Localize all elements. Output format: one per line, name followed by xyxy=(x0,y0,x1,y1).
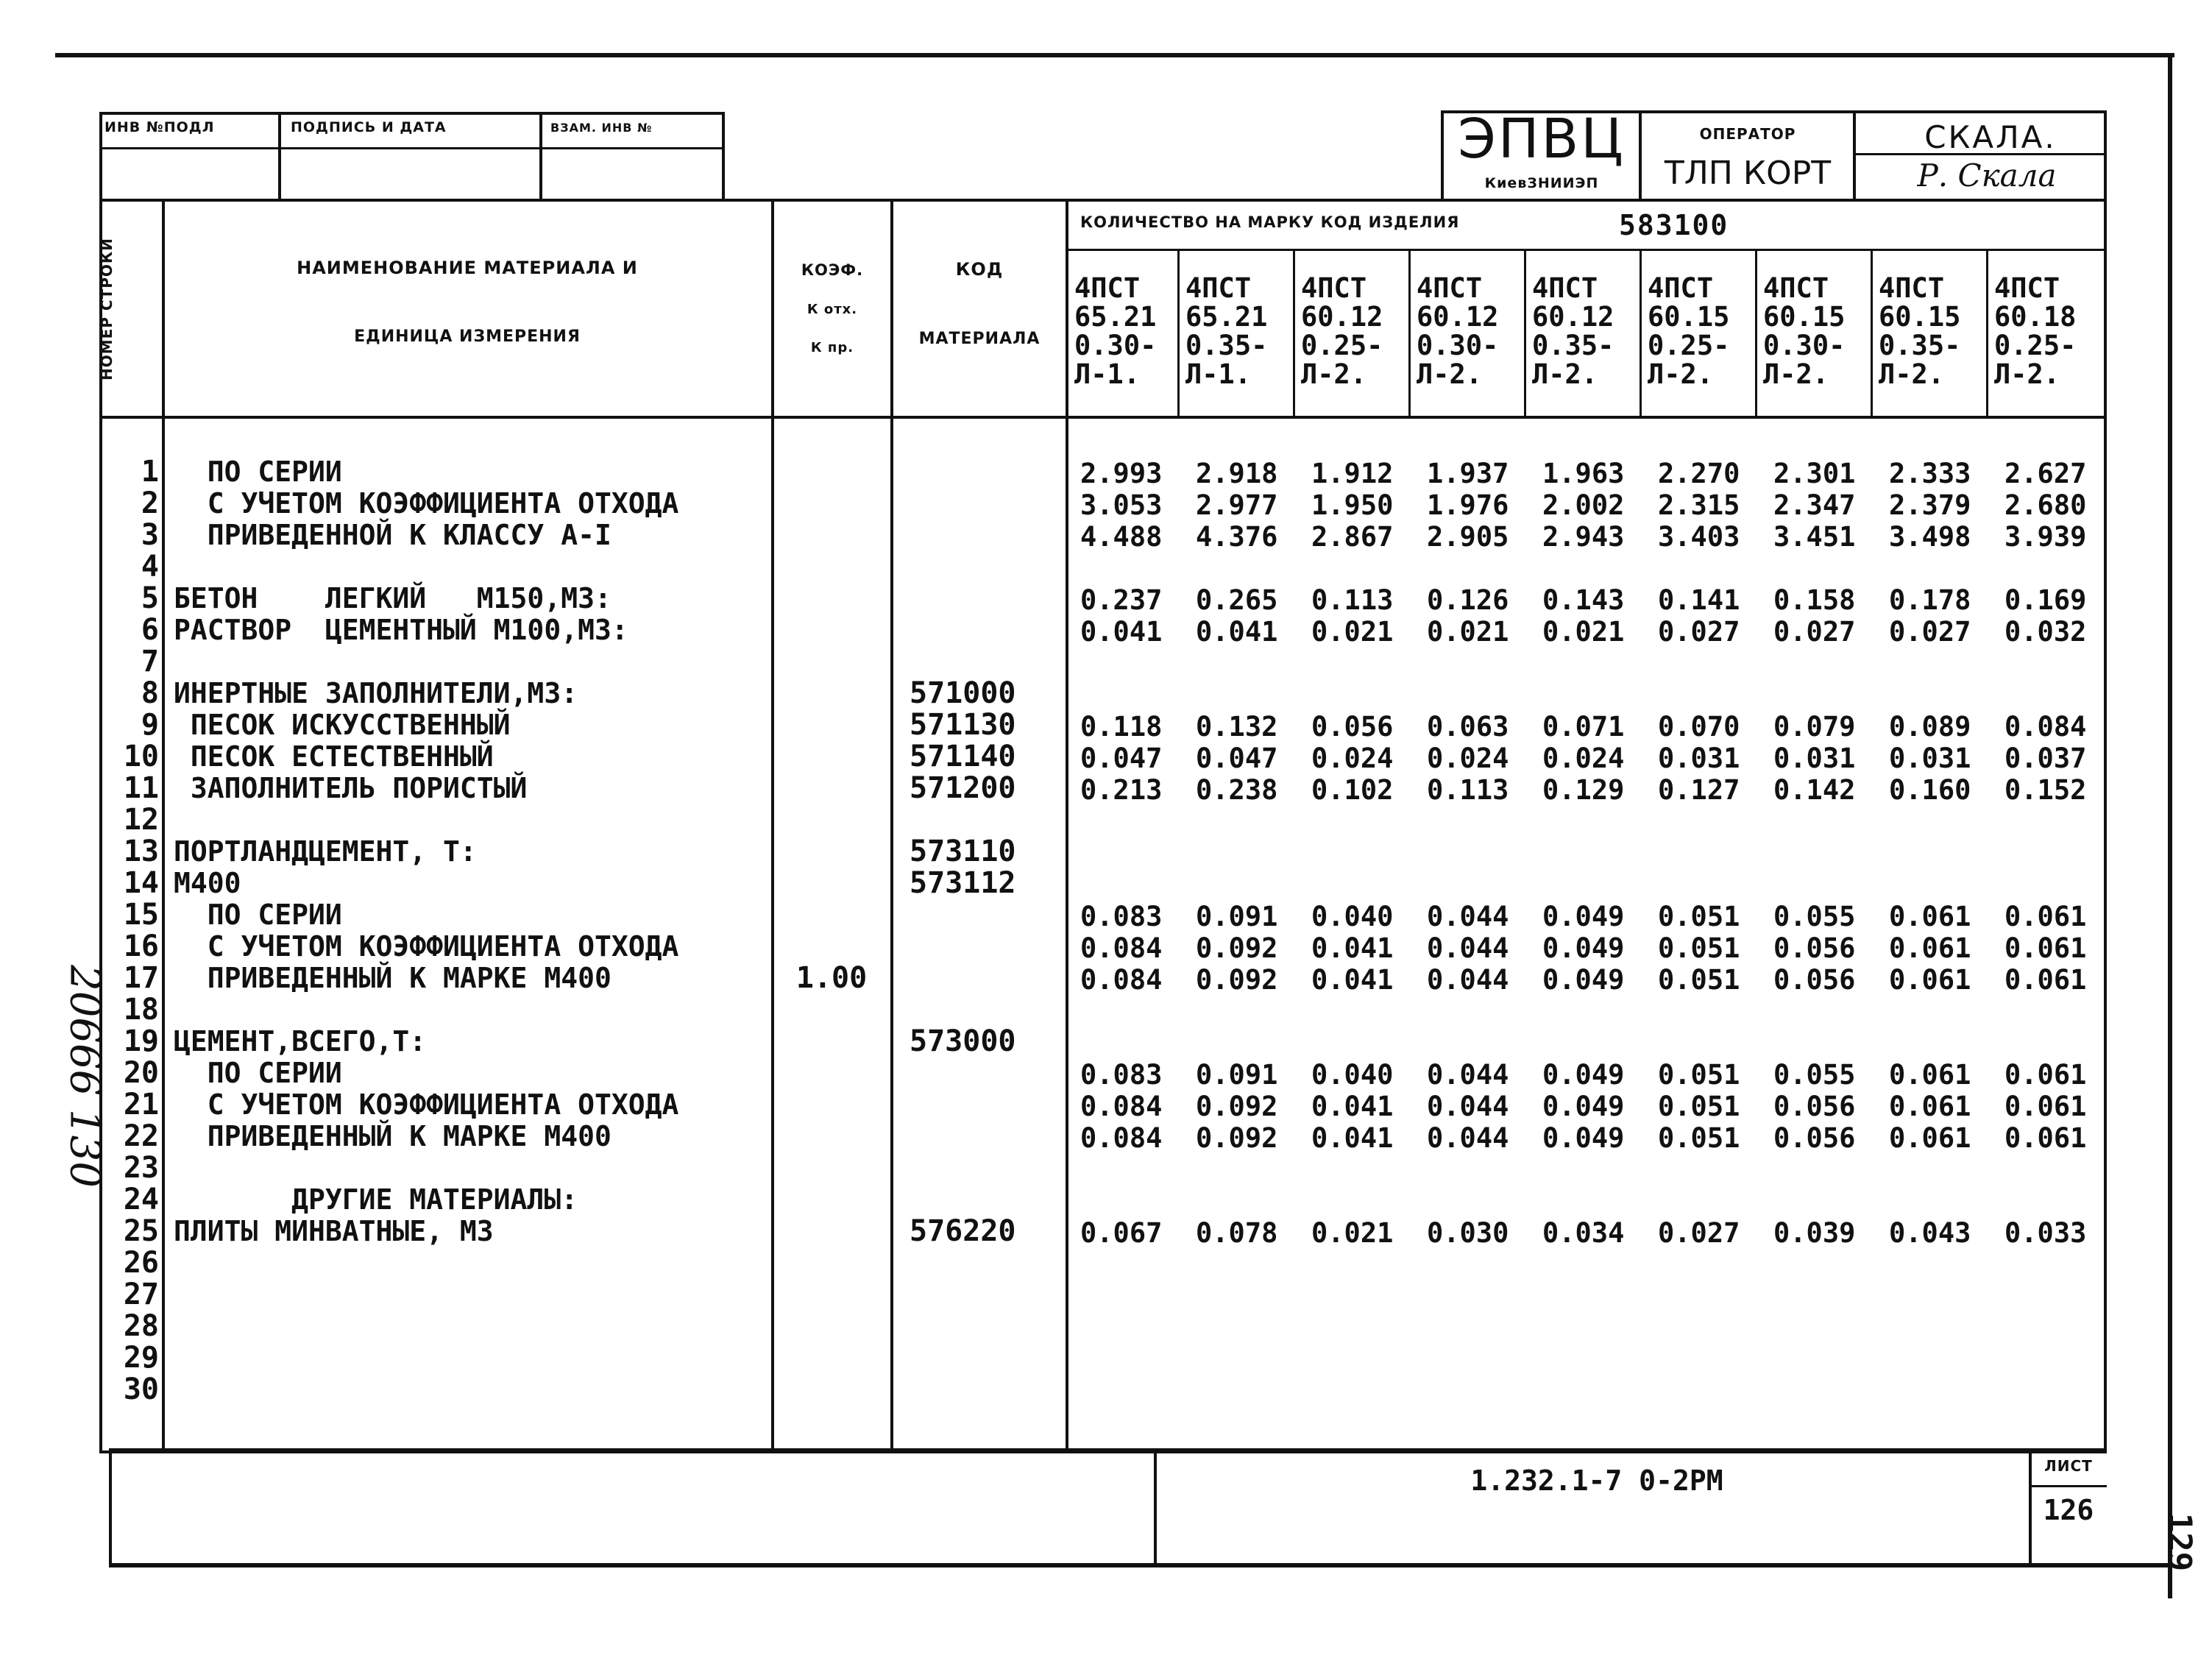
quantity-cell: 0.044 xyxy=(1427,901,1509,932)
quantity-cell: 0.030 xyxy=(1427,1217,1509,1249)
quantity-cell: 2.993 xyxy=(1080,458,1163,489)
product-header-line: Л-2. xyxy=(1879,358,1945,390)
product-header xyxy=(1301,274,1408,389)
quantity-cell: 3.498 xyxy=(1889,521,1971,553)
product-header-line: Л-2. xyxy=(1763,358,1829,390)
quantity-cell: 2.002 xyxy=(1542,489,1625,521)
prod-divider xyxy=(1524,250,1526,416)
quantity-cell: 0.084 xyxy=(1080,1091,1163,1122)
quantity-cell: 0.061 xyxy=(2004,932,2087,964)
quantity-cell: 0.126 xyxy=(1427,584,1509,616)
quantity-cell: 0.049 xyxy=(1542,1091,1625,1122)
material-name: ПЕСОК ИСКУССТВЕННЫЙ xyxy=(174,709,511,741)
product-header-line: Л-2. xyxy=(1994,358,2060,390)
quantity-cell: 0.178 xyxy=(1889,584,1971,616)
sheet-label: ЛИСТ xyxy=(2044,1457,2093,1475)
quantity-cell: 0.021 xyxy=(1311,616,1394,648)
quantity-cell: 0.079 xyxy=(1773,711,1856,743)
quantity-cell: 0.049 xyxy=(1542,1122,1625,1154)
quantity-cell: 0.061 xyxy=(2004,1091,2087,1122)
quantity-cell: 0.056 xyxy=(1773,1091,1856,1122)
material-name: С УЧЕТОМ КОЭФФИЦИЕНТА ОТХОДА xyxy=(174,487,679,520)
quantity-cell: 0.051 xyxy=(1658,1091,1740,1122)
quantity-cell: 0.031 xyxy=(1889,743,1971,774)
quantity-cell: 0.061 xyxy=(1889,932,1971,964)
material-name: ПРИВЕДЕННЫЙ К МАРКЕ М400 xyxy=(174,962,612,994)
row-number: 25 xyxy=(123,1214,159,1248)
quantity-cell: 0.070 xyxy=(1658,711,1740,743)
quantity-cell: 0.092 xyxy=(1196,932,1278,964)
material-code: 573000 xyxy=(910,1024,1016,1058)
stamp-divider-v2 xyxy=(539,112,542,199)
row-number-header: НОМЕР СТРОКИ xyxy=(98,238,116,380)
signature-date-label: ПОДПИСЬ И ДАТА xyxy=(291,119,447,135)
quantity-cell: 0.083 xyxy=(1080,1059,1163,1091)
row-number: 23 xyxy=(123,1151,159,1185)
quantity-cell: 0.067 xyxy=(1080,1217,1163,1249)
quantity-cell: 0.051 xyxy=(1658,932,1740,964)
product-header-line: 60.12 xyxy=(1417,301,1499,333)
quantity-cell: 0.084 xyxy=(1080,932,1163,964)
product-header-line: 0.30- xyxy=(1074,330,1157,361)
row-number: 10 xyxy=(123,740,159,773)
quantity-cell: 0.061 xyxy=(1889,901,1971,932)
org-sub: КиевЗНИИЭП xyxy=(1484,175,1599,191)
product-header-line: 4ПСТ xyxy=(1074,272,1141,304)
row-number: 1 xyxy=(141,455,159,489)
prod-divider xyxy=(1293,250,1295,416)
product-header-line: 60.12 xyxy=(1532,301,1614,333)
quantity-cell: 0.051 xyxy=(1658,901,1740,932)
quantity-cell: 0.118 xyxy=(1080,711,1163,743)
quantity-cell: 0.047 xyxy=(1080,743,1163,774)
material-code: 571200 xyxy=(910,771,1016,805)
quantity-cell: 0.027 xyxy=(1658,1217,1740,1249)
inv-original-label: ИНВ №ПОДЛ xyxy=(104,119,215,135)
quantity-cell: 2.943 xyxy=(1542,521,1625,553)
document-code: 1.232.1-7 0-2РМ xyxy=(1470,1464,1723,1497)
product-header-line: 60.18 xyxy=(1994,301,2077,333)
coef-header-line2: К отх. xyxy=(807,302,858,317)
product-header-line: Л-1. xyxy=(1074,358,1141,390)
code-header-line2: МАТЕРИАЛА xyxy=(918,330,1041,348)
title-divider-1 xyxy=(1639,110,1642,200)
col-divider-code xyxy=(1066,199,1068,1453)
product-header xyxy=(1879,274,1985,389)
quantity-cell: 0.041 xyxy=(1080,616,1163,648)
material-name: БЕТОН ЛЕГКИЙ М150,М3: xyxy=(174,582,612,614)
quantity-cell: 0.040 xyxy=(1311,901,1394,932)
col-divider-name xyxy=(771,199,774,1453)
material-name: ПЛИТЫ МИНВАТНЫЕ, М3 xyxy=(174,1215,494,1247)
material-name: ДРУГИЕ МАТЕРИАЛЫ: xyxy=(174,1183,578,1216)
quantity-cell: 2.301 xyxy=(1773,458,1856,489)
quantity-cell: 2.627 xyxy=(2004,458,2087,489)
product-header-line: 4ПСТ xyxy=(1532,272,1598,304)
quantity-cell: 0.043 xyxy=(1889,1217,1971,1249)
quantity-cell: 0.041 xyxy=(1196,616,1278,648)
frame-right xyxy=(2168,53,2172,1598)
qty-label: КОЛИЧЕСТВО НА МАРКУ КОД ИЗДЕЛИЯ xyxy=(1080,213,1460,231)
replace-inv-label: ВЗАМ. ИНВ № xyxy=(550,121,653,135)
stamp-divider-h xyxy=(99,147,725,149)
quantity-cell: 0.084 xyxy=(1080,1122,1163,1154)
operator-signature: Р. Скала xyxy=(1917,157,2057,194)
row-number: 14 xyxy=(123,866,159,900)
quantity-cell: 2.379 xyxy=(1889,489,1971,521)
quantity-cell: 0.113 xyxy=(1311,584,1394,616)
product-header-line: 60.15 xyxy=(1879,301,1961,333)
row-number: 21 xyxy=(123,1088,159,1122)
quantity-cell: 1.912 xyxy=(1311,458,1394,489)
product-header-line: 0.35- xyxy=(1879,330,1961,361)
product-header xyxy=(1185,274,1292,389)
material-code: 571140 xyxy=(910,740,1016,773)
row-number: 12 xyxy=(123,803,159,837)
product-header-line: 4ПСТ xyxy=(1417,272,1483,304)
quantity-cell: 0.049 xyxy=(1542,1059,1625,1091)
quantity-cell: 0.061 xyxy=(1889,1122,1971,1154)
material-code: 573112 xyxy=(910,866,1016,900)
quantity-cell: 4.488 xyxy=(1080,521,1163,553)
quantity-cell: 0.141 xyxy=(1658,584,1740,616)
title-divider-2 xyxy=(1853,110,1856,200)
row-number: 4 xyxy=(141,550,159,584)
qty-label-line xyxy=(1066,249,2107,251)
product-header-line: 4ПСТ xyxy=(1994,272,2060,304)
quantity-cell: 0.237 xyxy=(1080,584,1163,616)
product-header-line: 65.21 xyxy=(1185,301,1268,333)
material-name: ПО СЕРИИ xyxy=(174,899,342,931)
handwritten-number: 20666 130 xyxy=(60,965,109,1188)
quantity-cell: 0.055 xyxy=(1773,901,1856,932)
quantity-cell: 0.040 xyxy=(1311,1059,1394,1091)
quantity-cell: 0.129 xyxy=(1542,774,1625,806)
footer-divider xyxy=(1154,1448,1157,1565)
product-header-line: 60.12 xyxy=(1301,301,1383,333)
product-header-line: 0.25- xyxy=(1648,330,1730,361)
product-header-line: 0.25- xyxy=(1994,330,2077,361)
material-code: 571000 xyxy=(910,676,1016,710)
quantity-cell: 0.089 xyxy=(1889,711,1971,743)
quantity-cell: 2.333 xyxy=(1889,458,1971,489)
quantity-cell: 1.963 xyxy=(1542,458,1625,489)
quantity-cell: 0.041 xyxy=(1311,1091,1394,1122)
product-header-line: 0.35- xyxy=(1532,330,1614,361)
coef-header-line3: К пр. xyxy=(810,340,854,355)
quantity-cell: 0.143 xyxy=(1542,584,1625,616)
row-number: 11 xyxy=(123,771,159,805)
row-number: 24 xyxy=(123,1183,159,1216)
row-number: 18 xyxy=(123,993,159,1027)
row-number: 17 xyxy=(123,961,159,995)
row-number: 5 xyxy=(141,581,159,615)
product-header-line: 60.15 xyxy=(1763,301,1846,333)
material-code: 573110 xyxy=(910,835,1016,868)
row-number: 16 xyxy=(123,929,159,963)
quantity-cell: 2.918 xyxy=(1196,458,1278,489)
quantity-cell: 0.061 xyxy=(2004,901,2087,932)
sheet-box-left xyxy=(2029,1448,2032,1565)
quantity-cell: 0.024 xyxy=(1542,743,1625,774)
product-header-line: Л-2. xyxy=(1301,358,1367,390)
quantity-cell: 0.091 xyxy=(1196,1059,1278,1091)
quantity-cell: 0.092 xyxy=(1196,1122,1278,1154)
stamp-divider-v1 xyxy=(278,112,281,199)
quantity-cell: 0.031 xyxy=(1658,743,1740,774)
quantity-cell: 2.315 xyxy=(1658,489,1740,521)
row-number: 3 xyxy=(141,518,159,552)
prod-divider xyxy=(1755,250,1757,416)
footer-top-line xyxy=(109,1448,2107,1451)
quantity-cell: 0.044 xyxy=(1427,932,1509,964)
prod-divider xyxy=(1639,250,1642,416)
quantity-cell: 0.084 xyxy=(2004,711,2087,743)
quantity-cell: 0.056 xyxy=(1311,711,1394,743)
row-number: 6 xyxy=(141,613,159,647)
quantity-cell: 0.024 xyxy=(1427,743,1509,774)
product-header-line: 4ПСТ xyxy=(1301,272,1367,304)
quantity-cell: 0.032 xyxy=(2004,616,2087,648)
quantity-cell: 0.039 xyxy=(1773,1217,1856,1249)
quantity-cell: 0.092 xyxy=(1196,964,1278,996)
product-header-line: Л-2. xyxy=(1417,358,1483,390)
quantity-cell: 0.071 xyxy=(1542,711,1625,743)
product-code: 583100 xyxy=(1619,209,1729,241)
row-number: 8 xyxy=(141,676,159,710)
quantity-cell: 0.041 xyxy=(1311,964,1394,996)
system-name: СКАЛА. xyxy=(1924,119,2057,155)
quantity-cell: 3.053 xyxy=(1080,489,1163,521)
quantity-cell: 0.084 xyxy=(1080,964,1163,996)
quantity-cell: 0.213 xyxy=(1080,774,1163,806)
quantity-cell: 0.061 xyxy=(2004,964,2087,996)
quantity-cell: 0.049 xyxy=(1542,901,1625,932)
quantity-cell: 0.021 xyxy=(1311,1217,1394,1249)
sheet-box-mid xyxy=(2029,1485,2107,1487)
quantity-cell: 0.044 xyxy=(1427,1122,1509,1154)
product-header-line: Л-2. xyxy=(1532,358,1598,390)
quantity-cell: 0.061 xyxy=(2004,1059,2087,1091)
quantity-cell: 0.152 xyxy=(2004,774,2087,806)
quantity-cell: 0.056 xyxy=(1773,1122,1856,1154)
prod-divider xyxy=(1986,250,1988,416)
quantity-cell: 0.061 xyxy=(1889,964,1971,996)
quantity-cell: 0.056 xyxy=(1773,932,1856,964)
quantity-cell: 0.051 xyxy=(1658,964,1740,996)
quantity-cell: 0.092 xyxy=(1196,1091,1278,1122)
quantity-cell: 0.113 xyxy=(1427,774,1509,806)
quantity-cell: 0.041 xyxy=(1311,932,1394,964)
org-main: ЭПВЦ xyxy=(1458,107,1626,171)
material-name: ПО СЕРИИ xyxy=(174,456,342,488)
quantity-cell: 0.056 xyxy=(1773,964,1856,996)
material-name: ПЕСОК ЕСТЕСТВЕННЫЙ xyxy=(174,740,494,773)
quantity-cell: 0.127 xyxy=(1658,774,1740,806)
product-header-line: 0.30- xyxy=(1763,330,1846,361)
row-number: 20 xyxy=(123,1056,159,1090)
quantity-cell: 1.950 xyxy=(1311,489,1394,521)
row-number: 7 xyxy=(141,645,159,679)
quantity-cell: 0.049 xyxy=(1542,964,1625,996)
frame-top xyxy=(55,53,2174,57)
quantity-cell: 0.102 xyxy=(1311,774,1394,806)
quantity-cell: 0.049 xyxy=(1542,932,1625,964)
coef-header-line1: КОЭФ. xyxy=(801,261,864,279)
quantity-cell: 0.047 xyxy=(1196,743,1278,774)
quantity-cell: 2.977 xyxy=(1196,489,1278,521)
row-number: 13 xyxy=(123,835,159,868)
quantity-cell: 3.939 xyxy=(2004,521,2087,553)
quantity-cell: 0.091 xyxy=(1196,901,1278,932)
material-name: ЗАПОЛНИТЕЛЬ ПОРИСТЫЙ xyxy=(174,772,528,804)
quantity-cell: 2.347 xyxy=(1773,489,1856,521)
quantity-cell: 1.976 xyxy=(1427,489,1509,521)
product-header-line: 65.21 xyxy=(1074,301,1157,333)
product-header xyxy=(1648,274,1754,389)
material-header-line1: НАИМЕНОВАНИЕ МАТЕРИАЛА И xyxy=(297,258,638,278)
quantity-cell: 2.905 xyxy=(1427,521,1509,553)
product-header xyxy=(1532,274,1639,389)
quantity-cell: 0.083 xyxy=(1080,901,1163,932)
material-header-line2: ЕДИНИЦА ИЗМЕРЕНИЯ xyxy=(354,327,581,346)
prod-divider xyxy=(1408,250,1411,416)
row-number: 15 xyxy=(123,898,159,932)
material-name: С УЧЕТОМ КОЭФФИЦИЕНТА ОТХОДА xyxy=(174,930,679,963)
quantity-cell: 0.051 xyxy=(1658,1059,1740,1091)
product-header-line: 0.25- xyxy=(1301,330,1383,361)
quantity-cell: 0.078 xyxy=(1196,1217,1278,1249)
quantity-cell: 0.044 xyxy=(1427,1091,1509,1122)
material-code: 571130 xyxy=(910,708,1016,742)
footer-left-edge xyxy=(109,1448,112,1565)
row-number: 22 xyxy=(123,1119,159,1153)
material-name: М400 xyxy=(174,867,241,899)
product-header-line: 0.35- xyxy=(1185,330,1268,361)
frame-bottom xyxy=(109,1563,2172,1567)
quantity-cell: 0.031 xyxy=(1773,743,1856,774)
quantity-cell: 0.051 xyxy=(1658,1122,1740,1154)
material-name: ПО СЕРИИ xyxy=(174,1057,342,1089)
product-header-line: 4ПСТ xyxy=(1648,272,1714,304)
quantity-cell: 0.158 xyxy=(1773,584,1856,616)
quantity-cell: 0.021 xyxy=(1542,616,1625,648)
quantity-cell: 0.027 xyxy=(1773,616,1856,648)
row-number: 28 xyxy=(123,1309,159,1343)
material-name: ИНЕРТНЫЕ ЗАПОЛНИТЕЛИ,М3: xyxy=(174,677,578,709)
prod-divider xyxy=(1871,250,1873,416)
sheet-number: 126 xyxy=(2043,1494,2094,1526)
col-divider-coef xyxy=(890,199,893,1453)
col-divider-rownum xyxy=(162,199,165,1453)
code-header-line1: КОД xyxy=(955,259,1004,280)
product-header xyxy=(1763,274,1870,389)
quantity-cell: 0.037 xyxy=(2004,743,2087,774)
row-number: 29 xyxy=(123,1341,159,1375)
product-header xyxy=(1417,274,1523,389)
product-header-line: 4ПСТ xyxy=(1763,272,1829,304)
quantity-cell: 0.044 xyxy=(1427,1059,1509,1091)
quantity-cell: 0.265 xyxy=(1196,584,1278,616)
coef-value: 1.00 xyxy=(795,961,868,995)
quantity-cell: 0.044 xyxy=(1427,964,1509,996)
quantity-cell: 3.403 xyxy=(1658,521,1740,553)
quantity-cell: 0.061 xyxy=(1889,1059,1971,1091)
quantity-cell: 0.024 xyxy=(1311,743,1394,774)
material-name: ЦЕМЕНТ,ВСЕГО,Т: xyxy=(174,1025,427,1057)
material-name: РАСТВОР ЦЕМЕНТНЫЙ М100,М3: xyxy=(174,614,628,646)
product-header-line: Л-2. xyxy=(1648,358,1714,390)
quantity-cell: 0.061 xyxy=(2004,1122,2087,1154)
quantity-cell: 0.132 xyxy=(1196,711,1278,743)
material-name: ПРИВЕДЕННОЙ К КЛАССУ А-I xyxy=(174,519,612,551)
quantity-cell: 0.034 xyxy=(1542,1217,1625,1249)
quantity-cell: 0.027 xyxy=(1889,616,1971,648)
material-code: 576220 xyxy=(910,1214,1016,1248)
quantity-cell: 0.055 xyxy=(1773,1059,1856,1091)
quantity-cell: 1.937 xyxy=(1427,458,1509,489)
quantity-cell: 0.021 xyxy=(1427,616,1509,648)
header-bottom-line xyxy=(99,416,2107,419)
material-name: ПОРТЛАНДЦЕМЕНТ, Т: xyxy=(174,835,477,868)
page-number: 129 xyxy=(2160,1512,2199,1572)
product-header-line: 60.15 xyxy=(1648,301,1730,333)
material-name: С УЧЕТОМ КОЭФФИЦИЕНТА ОТХОДА xyxy=(174,1088,679,1121)
product-header-line: Л-1. xyxy=(1185,358,1252,390)
row-number: 30 xyxy=(123,1372,159,1406)
quantity-cell: 0.063 xyxy=(1427,711,1509,743)
quantity-cell: 0.061 xyxy=(1889,1091,1971,1122)
quantity-cell: 0.041 xyxy=(1311,1122,1394,1154)
quantity-cell: 0.033 xyxy=(2004,1217,2087,1249)
row-number: 2 xyxy=(141,486,159,520)
quantity-cell: 0.169 xyxy=(2004,584,2087,616)
quantity-cell: 0.160 xyxy=(1889,774,1971,806)
quantity-cell: 2.867 xyxy=(1311,521,1394,553)
product-header-line: 0.30- xyxy=(1417,330,1499,361)
quantity-cell: 4.376 xyxy=(1196,521,1278,553)
quantity-cell: 2.270 xyxy=(1658,458,1740,489)
row-number: 19 xyxy=(123,1024,159,1058)
product-header-line: 4ПСТ xyxy=(1879,272,1945,304)
row-number: 27 xyxy=(123,1278,159,1311)
row-number: 26 xyxy=(123,1246,159,1280)
material-name: ПРИВЕДЕННЫЙ К МАРКЕ М400 xyxy=(174,1120,612,1152)
product-header xyxy=(1994,274,2101,389)
product-header-line: 4ПСТ xyxy=(1185,272,1252,304)
quantity-cell: 3.451 xyxy=(1773,521,1856,553)
quantity-cell: 0.142 xyxy=(1773,774,1856,806)
quantity-cell: 2.680 xyxy=(2004,489,2087,521)
row-number: 9 xyxy=(141,708,159,742)
operator-value: ТЛП КОРТ xyxy=(1664,155,1832,192)
operator-label: ОПЕРАТОР xyxy=(1699,125,1796,143)
quantity-cell: 0.238 xyxy=(1196,774,1278,806)
quantity-cell: 0.027 xyxy=(1658,616,1740,648)
product-header xyxy=(1074,274,1181,389)
